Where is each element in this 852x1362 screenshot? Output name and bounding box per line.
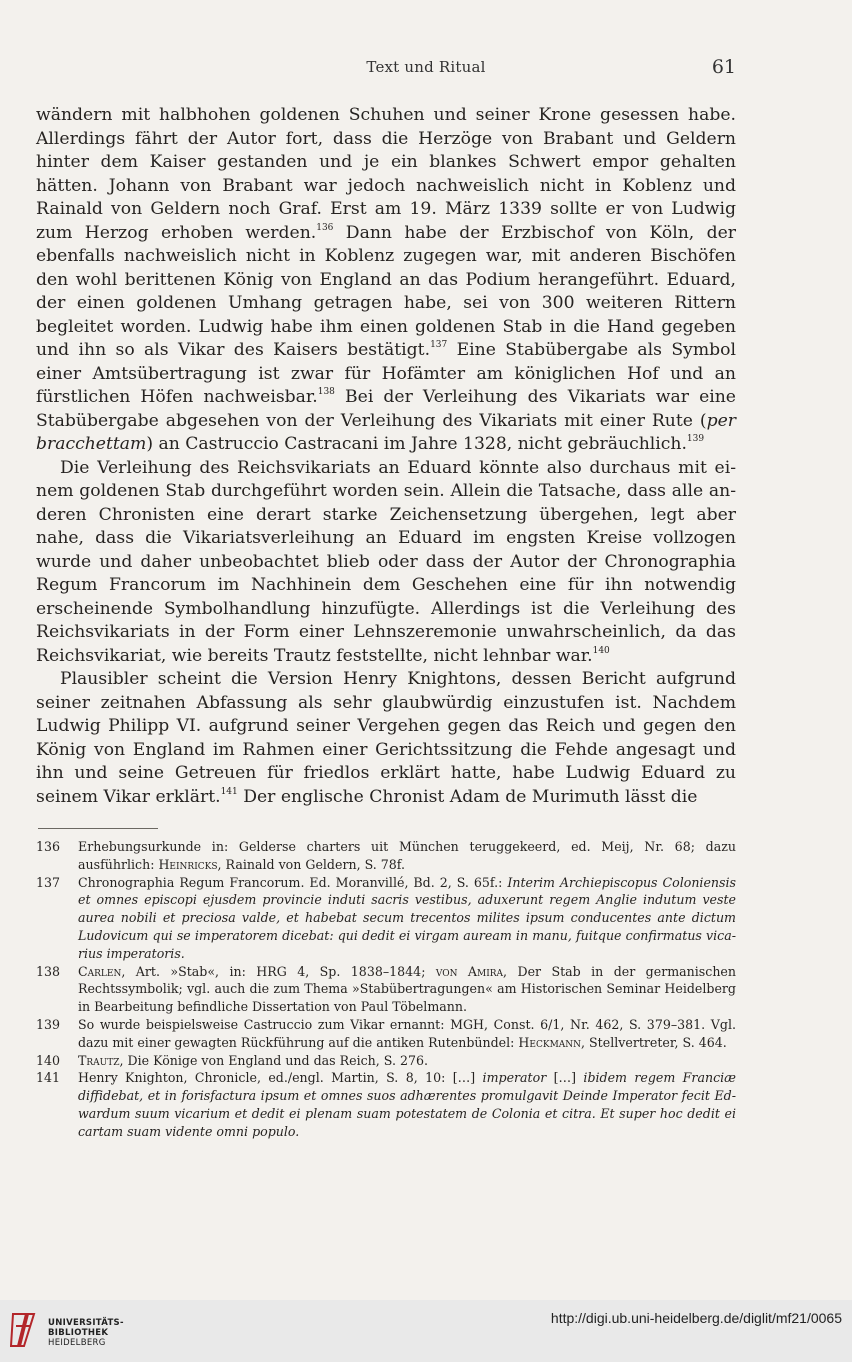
footnote-ref[interactable]: 141 <box>220 786 238 797</box>
footnote-divider <box>38 828 158 829</box>
footnote-136: 136 Erhebungsurkunde in: Gelderse charters uit München teruggekeerd, ed. Meij, Nr. 68; dazu ausführlich: Heinricks, Rainald von Geldern, S. 78f. <box>36 839 736 872</box>
footnote-ref[interactable]: 138 <box>317 387 335 397</box>
footnote-140: 140 Trautz, Die Könige von England und das Reich, S. 276. <box>36 1052 428 1068</box>
main-text <box>36 104 736 809</box>
footnote-137: 137 Chronographia Regum Francorum. Ed. Moranvillé, Bd. 2, S. 65f.: Interim Archiepiscopus Coloniensis et omnes episcopi ejusdem provincie induti sacris vestibus, aduxerunt regem Anglie indutum veste aurea nobili et preciosa valde, et habebat secum trecentos milites ipsum conducentes ante dictum Ludovicum qui se imperatorem dicebat: qui dedit ei virgam auream in manu, fuitque confirmatus vicarius imperatoris. <box>36 874 736 961</box>
footnote-ref[interactable]: 139 <box>686 434 705 444</box>
page-number: 61 <box>711 56 736 78</box>
footnotes <box>36 838 736 1141</box>
paragraph: wändern mit halbhohen goldenen Schuhen und seiner Krone gesessen habe. Allerdings fährt der Autor fort, dass die Herzöge von Brabant und Geldern hinter dem Kaiser gestanden und je ein blankes Schwert empor gehalten hätten. Johann von Brabant war jedoch nachweislich nicht in Koblenz und Rainald von Geldern noch Graf. Erst am 19. März 1339 sollte er von Ludwig zum Herzog erhoben werden.$^{136}$ Dann habe der Erzbischof von Köln, der ebenfalls nachweislich nicht in Koblenz zugegen war, mit anderen Bischöfen den wohl berittenen König von England an das Podium herangeführt. Eduard, der einen goldenen Umhang getragen habe, sei von 300 weiteren Rittern begleitet worden. Ludwig habe ihm einen goldenen Stab in die Hand gegeben und ihn so als Vikar des Kaisers bestätigt.$^{137}$ Eine Stabübergabe als Symbol einer Amtsübertragung ist zwar für Hofämter am königlichen Hof und an fürstlichen Höfen nachweisbar.$^{138}$ Bei der Verleihung des Vikariats war eine Stabübergabe abgesehen von der Verleihung des Vikariats mit einer Rute (per bracchettam) an Castruccio Castracani im Jahre 1328, nicht gebräuchlich.$^{139}$ <box>36 105 737 454</box>
paragraph: Plausibler scheint die Version Henry Knightons, dessen Bericht aufgrund seiner zeitnahen Abfassung als sehr glaubwürdig einzustufen ist. Nachdem Ludwig Philipp VI. aufgrund seiner Vergehen gegen das Reich und gegen den König von England im Rahmen einer Gerichtssitzung die Fehde angesagt und ihn und seine Getreuen für friedlos erklärt hatte, habe Ludwig Eduard zu seinem Vikar erklärt.$^{141}$ Der englische Chronist Adam de Murimuth lässt die <box>36 669 736 807</box>
footnote-ref[interactable]: 136 <box>316 222 334 233</box>
footnote-ref[interactable]: 137 <box>430 340 448 350</box>
footnote-139: 139 So wurde beispielsweise Castruccio zum Vikar ernannt: MGH, Const. 6/1, Nr. 462, S. 379–381. Vgl. dazu mit einer gewagten Rückführung auf die antiken Rutenbündel: Heckmann, Stellvertreter, S. 464. <box>36 1016 736 1050</box>
library-logo-icon[interactable] <box>10 1312 36 1348</box>
page-url-link[interactable]: http://digi.ub.uni-heidelberg.de/diglit/mf21/0065 <box>550 1310 842 1326</box>
paragraph: Die Verleihung des Reichsvikariats an Eduard könnte also durchaus mit einem goldenen Stab durchgeführt worden sein. Allein die Tatsache, dass alle anderen Chronisten eine derart starke Zeichensetzung übergehen, legt aber nahe, dass die Vikariatsverleihung an Eduard im engsten Kreise vollzogen wurde und daher unbeobachtet blieb oder dass der Autor der Chronographia Regum Francorum im Nachhinein dem Geschehen eine für ihn notwendig erscheinende Symbolhandlung hinzufügte. Allerdings ist die Verleihung des Reichsvikariats in der Form einer Lehnszeremonie unwahrscheinlich, da das Reichsvikariat, wie bereits Trautz feststellte, nicht lehnbar war.$^{140}$ <box>36 457 736 666</box>
footnote-ref[interactable]: 140 <box>592 645 610 656</box>
library-name[interactable]: UNIVERSITÄTS- BIBLIOTHEK HEIDELBERG <box>48 1318 124 1348</box>
footnote-141: 141 Henry Knighton, Chronicle, ed./engl. Martin, S. 8, 10: […] imperator […] ibidem regem Franciæ diffidebat, et in forisfactura ipsum et omnes suos adhærentes promulgavit Deinde Imperator fecit Edwardum suum vicarium et dedit ei plenam suam potestatem de Colonia et citra. Et super hoc dedit ei cartam suam vidente omni populo. <box>36 1070 736 1139</box>
footnote-138: 138 Carlen, Art. »Stab«, in: HRG 4, Sp. 1838–1844; von Amira, Der Stab in der germanischen Rechtssymbolik; vgl. auch die zum Thema »Stabübertragungen« am Historischen Seminar Heidelberg in Bearbeitung befindliche Dissertation von Paul Töbelmann. <box>36 963 736 1015</box>
running-title: Text und Ritual <box>366 58 486 76</box>
